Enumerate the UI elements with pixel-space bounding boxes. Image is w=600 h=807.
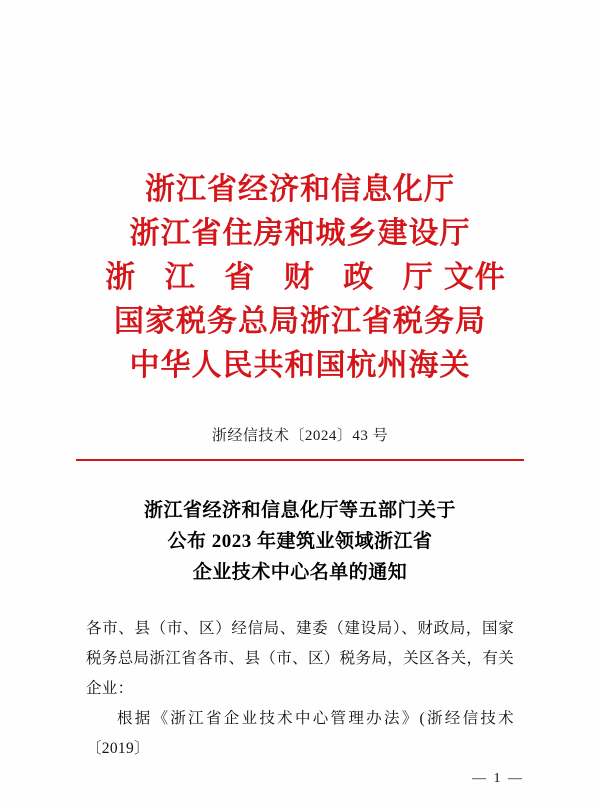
document-body: [86, 614, 514, 764]
body-paragraph-1: 根据《浙江省企业技术中心管理办法》(浙经信技术〔2019〕: [86, 710, 514, 757]
letterhead-document-word: 文件: [443, 261, 506, 294]
letterhead-line-1: 浙江省经济和信息化厅: [145, 173, 455, 206]
letterhead: [0, 0, 600, 388]
document-number: 浙经信技术〔2024〕43 号: [211, 428, 389, 444]
page-number: — 1 —: [472, 771, 524, 786]
document-title-line-3: 企业技术中心名单的通知: [192, 562, 408, 583]
document-title: [0, 495, 600, 588]
document-title-line-2: 公布 2023 年建筑业领域浙江省: [167, 531, 433, 552]
letterhead-line-4: 国家税务总局浙江省税务局: [114, 305, 486, 338]
letterhead-line-3-agency: 浙 江 省 财 政 厅: [105, 261, 444, 294]
letterhead-line-3: [0, 256, 600, 300]
letterhead-line-5: 中华人民共和国杭州海关: [129, 349, 471, 382]
red-divider-rule: [76, 459, 524, 461]
body-recipients: 各市、县（市、区）经信局、建委（建设局）、财政局，国家税务总局浙江省各市、县（市、区）税务局，关区各关，有关企业：: [86, 620, 514, 697]
letterhead-line-2: 浙江省住房和城乡建设厅: [129, 217, 471, 250]
document-title-line-1: 浙江省经济和信息化厅等五部门关于: [143, 500, 456, 521]
